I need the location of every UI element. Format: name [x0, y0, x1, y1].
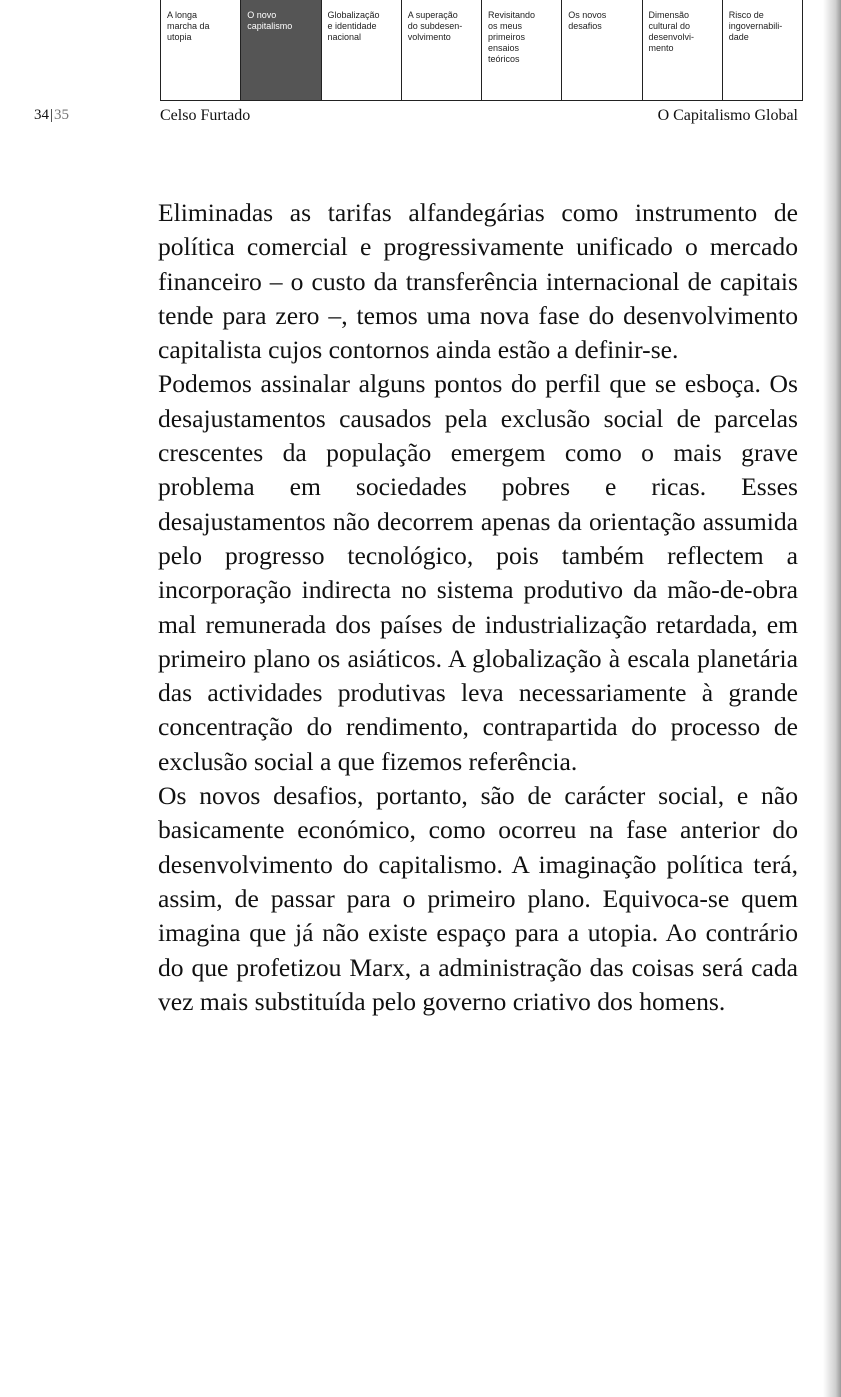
nav-item-dimensao-cultural[interactable]: Dimensão cultural do desenvolvi- mento — [642, 0, 722, 101]
page-number-right: 35 — [54, 107, 70, 123]
running-header-author: Celso Furtado — [160, 107, 251, 124]
nav-item-novos-desafios[interactable]: Os novos desafios — [561, 0, 641, 101]
page-edge-shadow — [823, 0, 841, 1397]
nav-item-globalizacao[interactable]: Globalização e identidade nacional — [321, 0, 401, 101]
page-number-left: 34 — [34, 107, 49, 123]
nav-item-revisitando[interactable]: Revisitando os meus primeiros ensaios teóricos — [481, 0, 561, 101]
body-text — [158, 196, 798, 1019]
nav-item-superacao[interactable]: A superação do subdesen- volvimento — [401, 0, 481, 101]
page-number — [34, 107, 69, 124]
chapter-navigation — [160, 0, 803, 101]
nav-item-risco[interactable]: Risco de ingovernabili- dade — [722, 0, 803, 101]
paragraph: Os novos desafios, portanto, são de carácter social, e não basicamente económico, como ocorreu na fase anterior do desenvolvimento do capitalismo. A imaginação política terá, assim, de passar para o primeiro plano. Equivoca-se quem imagina que já não existe espaço para a utopia. Ao contrário do que profetizou Marx, a administração das coisas será cada vez mais substituída pelo governo criativo dos homens. — [158, 781, 798, 1016]
paragraph: Podemos assinalar alguns pontos do perfil que se esboça. Os desajustamentos causados pela exclusão social de parcelas crescentes da população emergem como o mais grave problema em sociedades pobres e ricas. Esses desajustamentos não decorrem apenas da orientação assumida pelo progresso tecnológico, pois também reflectem a incorporação indirecta no sistema produtivo da mão-de-obra mal remunerada dos países de industrialização retardada, em primeiro plano os asiáticos. A globalização à escala planetária das actividades produtivas leva necessariamente à grande concentração do rendimento, contrapartida do processo de exclusão social a que fizemos referência. — [158, 369, 798, 776]
nav-item-novo-capitalismo[interactable]: O novo capitalismo — [240, 0, 320, 101]
running-header-title: O Capitalismo Global — [657, 107, 798, 124]
page-number-separator: | — [50, 107, 54, 123]
paragraph: Eliminadas as tarifas alfandegárias como instrumento de política comercial e progressivamente unificado o mercado financeiro – o custo da transferência internacional de capitais tende para zero –, temos uma nova fase do desenvolvimento capitalista cujos contornos ainda estão a definir-se. — [158, 198, 798, 365]
nav-item-longa-marcha[interactable]: A longa marcha da utopia — [160, 0, 240, 101]
